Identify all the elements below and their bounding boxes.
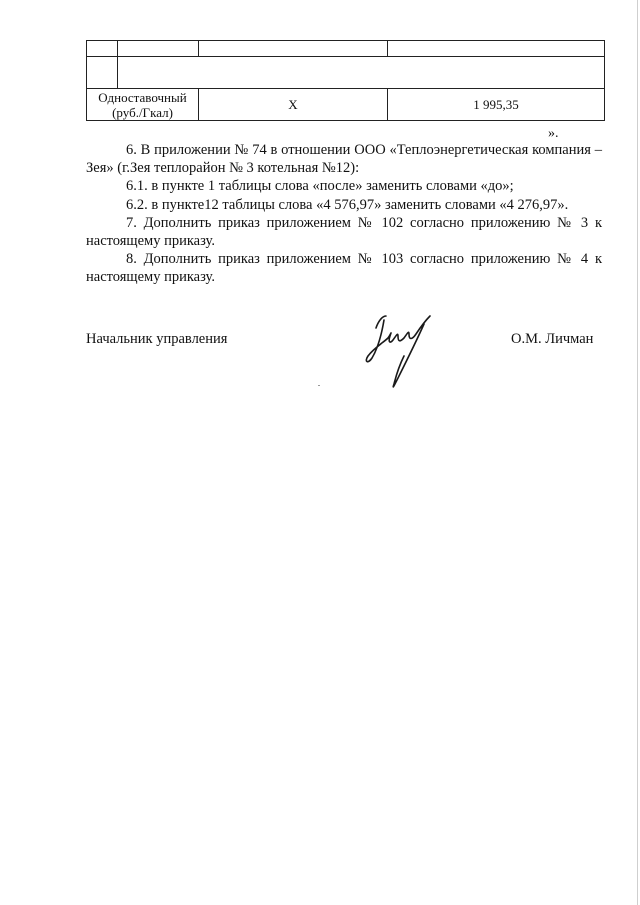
handwritten-signature [358, 312, 448, 392]
table-row [87, 41, 605, 57]
paragraph-6-2: 6.2. в пункте12 таблицы слова «4 576,97» заменить словами «4 276,97». [126, 196, 569, 213]
page-edge-line [637, 0, 638, 905]
paragraph-7: 7. Дополнить приказ приложением № 102 согласно приложению № 3 к настоящему приказу. [86, 214, 602, 250]
document-body [86, 141, 602, 287]
table-cell [118, 57, 605, 89]
table-row [87, 57, 605, 89]
tariff-value-cell: 1 995,35 [388, 89, 605, 121]
signatory-title: Начальник управления [86, 331, 228, 347]
scan-speck [318, 385, 320, 386]
tariff-table [86, 40, 605, 121]
paragraph-6: 6. В приложении № 74 в отношении ООО «Теплоэнергетическая компания – Зея» (г.Зея теплорайон № 3 котельная №12): [86, 142, 602, 177]
paragraph-6-1: 6.1. в пункте 1 таблицы слова «после» заменить словами «до»; [126, 178, 514, 195]
paragraph-8: 8. Дополнить приказ приложением № 103 согласно приложению № 4 к настоящему приказу. [86, 251, 602, 286]
tariff-type-cell [87, 89, 199, 121]
table-row [87, 89, 605, 121]
table-cell [388, 41, 605, 57]
tariff-x-cell: Х [199, 89, 388, 121]
signatory-name: О.М. Личман [511, 331, 594, 347]
table-cell [87, 57, 118, 89]
closing-quote: ». [548, 126, 559, 141]
table-cell [118, 41, 199, 57]
table-cell [199, 41, 388, 57]
tariff-unit-label: (руб./Гкал) [112, 104, 173, 120]
tariff-type-label: Одноставочный [98, 89, 187, 105]
table-cell [87, 41, 118, 57]
